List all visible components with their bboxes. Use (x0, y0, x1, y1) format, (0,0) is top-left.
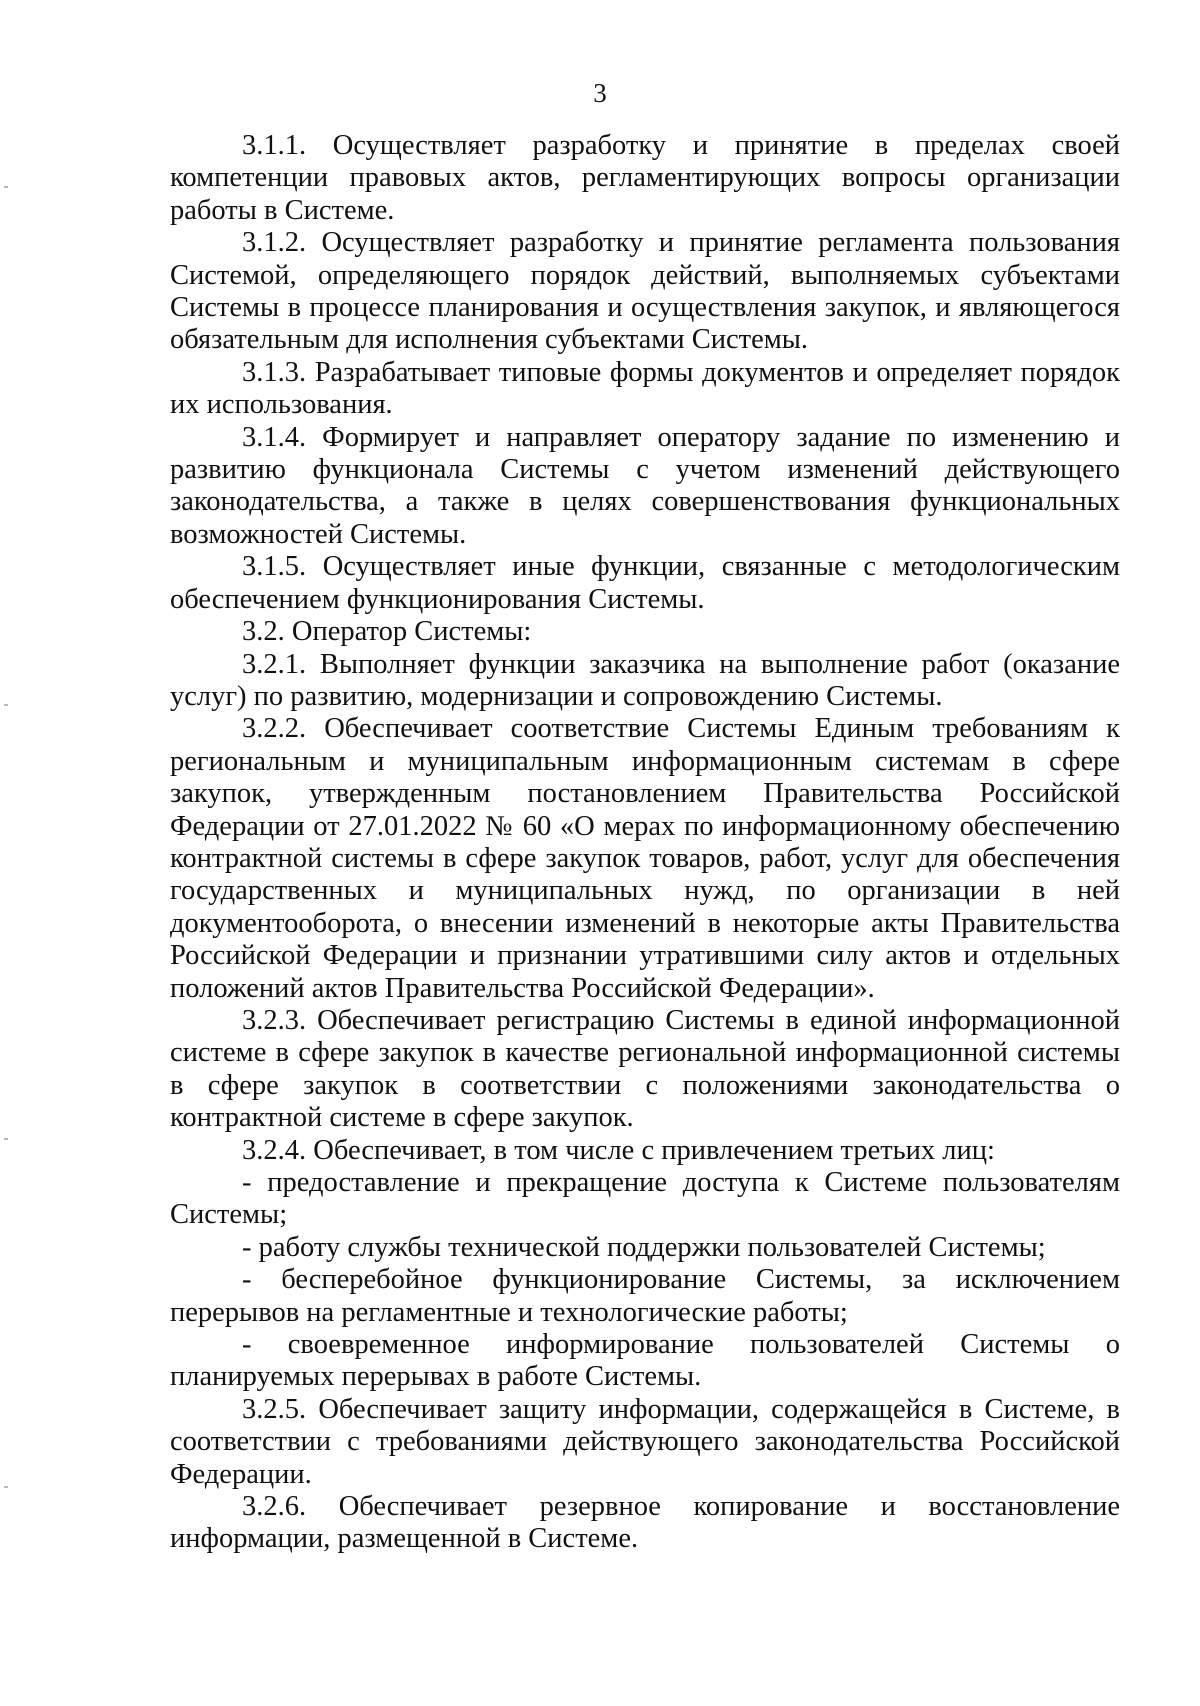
list-item-access: - предоставление и прекращение доступа к Системе пользователям Системы; (170, 1167, 1120, 1231)
scan-edge-mark (4, 186, 8, 188)
document-body (170, 130, 1120, 1556)
scan-edge-mark (4, 1486, 8, 1488)
paragraph-3-2-5: 3.2.5. Обеспечивает защиту информации, содержащейся в Системе, в соответствии с требованиями действующего законодательства Российской Федерации. (170, 1393, 1120, 1490)
paragraph-3-2-2: 3.2.2. Обеспечивает соответствие Системы Единым требованиям к региональным и муниципальным информационным системам в сфере закупок, утвержденным постановлением Правительства Российской Федерации от 27.01.2022 № 60 «О мерах по информационному обеспечению контрактной системы в сфере закупок товаров, работ, услуг для обеспечения государственных и муниципальных нужд, по организации в ней документооборота, о внесении изменений в некоторые акты Правительства Российской Федерации и признании утратившими силу актов и отдельных положений актов Правительства Российской Федерации». (170, 713, 1120, 1004)
paragraph-3-2-1: 3.2.1. Выполняет функции заказчика на выполнение работ (оказание услуг) по развитию, модернизации и сопровождению Системы. (170, 648, 1120, 712)
paragraph-3-1-5: 3.1.5. Осуществляет иные функции, связанные с методологическим обеспечением функционирования Системы. (170, 551, 1120, 615)
list-item-notification: - своевременное информирование пользователей Системы о планируемых перерывах в работе Системы. (170, 1329, 1120, 1393)
list-item-support: - работу службы технической поддержки пользователей Системы; (242, 1231, 1046, 1263)
list-item-uptime: - бесперебойное функционирование Системы, за исключением перерывов на регламентные и технологические работы; (170, 1264, 1120, 1328)
paragraph-3-1-2: 3.1.2. Осуществляет разработку и принятие регламента пользования Системой, определяющего порядок действий, выполняемых субъектами Системы в процессе планирования и осуществления закупок, и являющегося обязательным для исполнения субъектами Системы. (170, 227, 1120, 356)
page-number: 3 (593, 78, 607, 108)
paragraph-3-1-1: 3.1.1. Осуществляет разработку и принятие в пределах своей компетенции правовых актов, регламентирующих вопросы организации работы в Системе. (170, 130, 1120, 226)
paragraph-3-2-6: 3.2.6. Обеспечивает резервное копирование и восстановление информации, размещенной в Системе. (170, 1491, 1120, 1555)
paragraph-3-2-4: 3.2.4. Обеспечивает, в том числе с привлечением третьих лиц: (242, 1134, 995, 1166)
paragraph-3-1-4: 3.1.4. Формирует и направляет оператору задание по изменению и развитию функционала Системы с учетом изменений действующего законодательства, а также в целях совершенствования функциональных возможностей Системы. (170, 421, 1120, 550)
paragraph-3-1-3: 3.1.3. Разрабатывает типовые формы документов и определяет порядок их использования. (170, 356, 1120, 421)
paragraph-3-2-3: 3.2.3. Обеспечивает регистрацию Системы в единой информационной системе в сфере закупок в качестве региональной информационной системы в сфере закупок в соответствии с положениями законодательства о контрактной системе в сфере закупок. (170, 1004, 1120, 1134)
scan-edge-mark (4, 1138, 8, 1140)
scan-edge-mark (4, 704, 8, 706)
paragraph-3-2: 3.2. Оператор Системы: (242, 616, 532, 648)
